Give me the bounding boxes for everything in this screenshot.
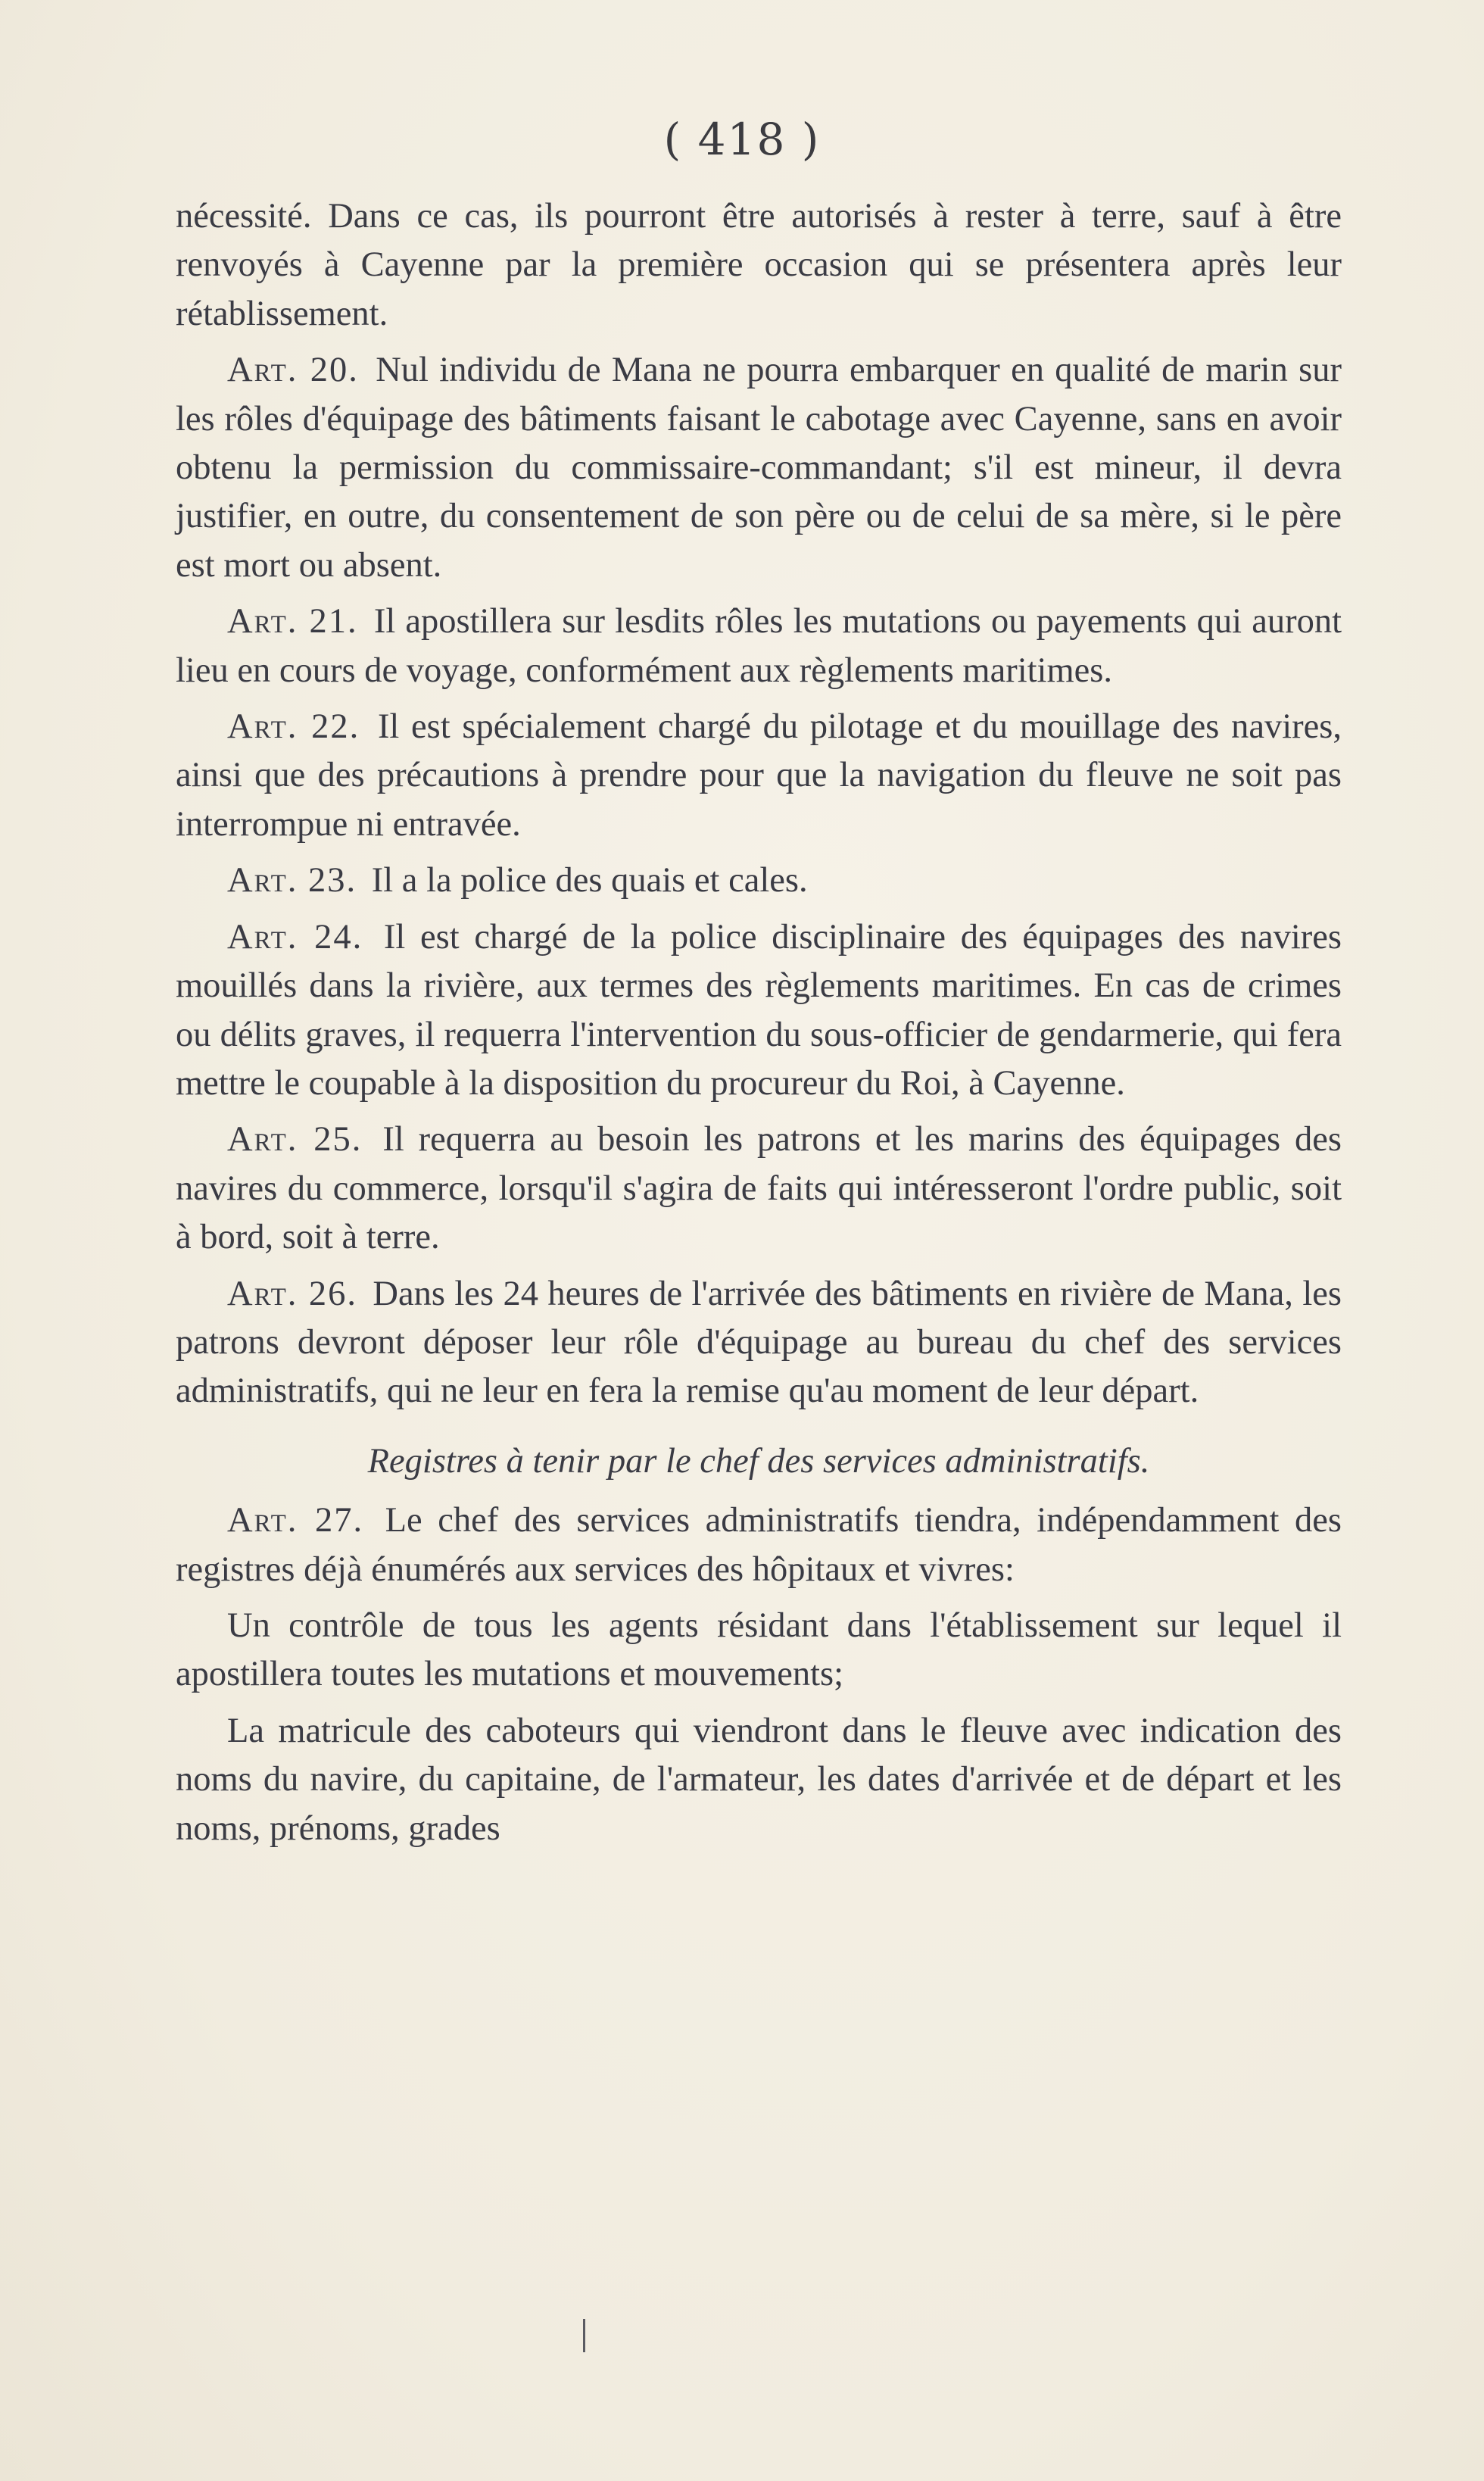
article-text: Le chef des services administratifs tiendra, indépendamment des registres déjà énumérés aux services des hôpitaux et vivres:	[176, 1501, 1342, 1589]
article-label: Art. 20.	[227, 351, 359, 390]
article-label: Art. 25.	[227, 1120, 363, 1159]
article-text: Il requerra au besoin les patrons et les marins des équipages des navires du commerce, lorsqu'il s'agira de faits qui intéresseront l'ordre public, soit à bord, soit à terre.	[176, 1120, 1342, 1257]
article-text: Il apostillera sur lesdits rôles les mutations ou payements qui auront lieu en cours de voyage, conformément aux règlements maritimes.	[176, 602, 1342, 690]
article-label: Art. 23.	[227, 861, 357, 900]
body-text	[176, 192, 1342, 1861]
paragraph-text: Un contrôle de tous les agents résidant dans l'établissement sur lequel il apostillera toutes les mutations et mouvements;	[176, 1606, 1342, 1694]
article-27	[176, 1496, 1342, 1594]
article-text: Nul individu de Mana ne pourra embarquer en qualité de marin sur les rôles d'équipage des bâtiments faisant le cabotage avec Cayenne, sans en avoir obtenu la permission du commissaire-commandant; s'il est mineur, il devra justifier, en outre, du consentement de son père ou de celui de sa mère, si le père est mort ou absent.	[176, 351, 1342, 585]
page-number: ( 418 )	[663, 114, 821, 165]
article-label: Art. 26.	[227, 1274, 357, 1313]
article-text: Il est spécialement chargé du pilotage et du mouillage des navires, ainsi que des précautions à prendre pour que la navigation du fleuve ne soit pas interrompue ni entravée.	[176, 707, 1342, 844]
paragraph-matricule	[176, 1707, 1342, 1853]
paragraph-controle	[176, 1602, 1342, 1699]
article-label: Art. 22.	[227, 707, 360, 747]
article-22	[176, 703, 1342, 849]
paragraph-text: La matricule des caboteurs qui viendront dans le fleuve avec indication des noms du navire, du capitaine, de l'armateur, les dates d'arrivée et de départ et les noms, prénoms, grades	[176, 1711, 1342, 1848]
article-label: Art. 21.	[227, 602, 358, 641]
paragraph-text: nécessité. Dans ce cas, ils pourront être autorisés à rester à terre, sauf à être renvoyés à Cayenne par la première occasion qui se présentera après leur rétablissement.	[176, 197, 1342, 333]
paragraph-continuation	[176, 192, 1342, 339]
article-24	[176, 913, 1342, 1109]
article-21	[176, 598, 1342, 695]
binding-mark	[583, 2319, 585, 2352]
article-label: Art. 24.	[227, 917, 363, 957]
article-26	[176, 1270, 1342, 1416]
section-heading: Registres à tenir par le chef des services administratifs.	[367, 1441, 1150, 1481]
article-text: Dans les 24 heures de l'arrivée des bâtiments en rivière de Mana, les patrons devront déposer leur rôle d'équipage au bureau du chef des services administratifs, qui ne leur en fera la remise qu'au moment de leur départ.	[176, 1274, 1342, 1411]
article-23	[176, 857, 1342, 905]
article-25	[176, 1116, 1342, 1262]
article-text: Il est chargé de la police disciplinaire des équipages des navires mouillés dans la rivière, aux termes des règlements maritimes. En cas de crimes ou délits graves, il requerra l'intervention du sous-officier de gendarmerie, qui fera mettre le coupable à la disposition du procureur du Roi, à Cayenne.	[176, 917, 1342, 1103]
article-text: Il a la police des quais et cales.	[371, 861, 808, 900]
article-label: Art. 27.	[227, 1501, 364, 1540]
article-20	[176, 346, 1342, 590]
